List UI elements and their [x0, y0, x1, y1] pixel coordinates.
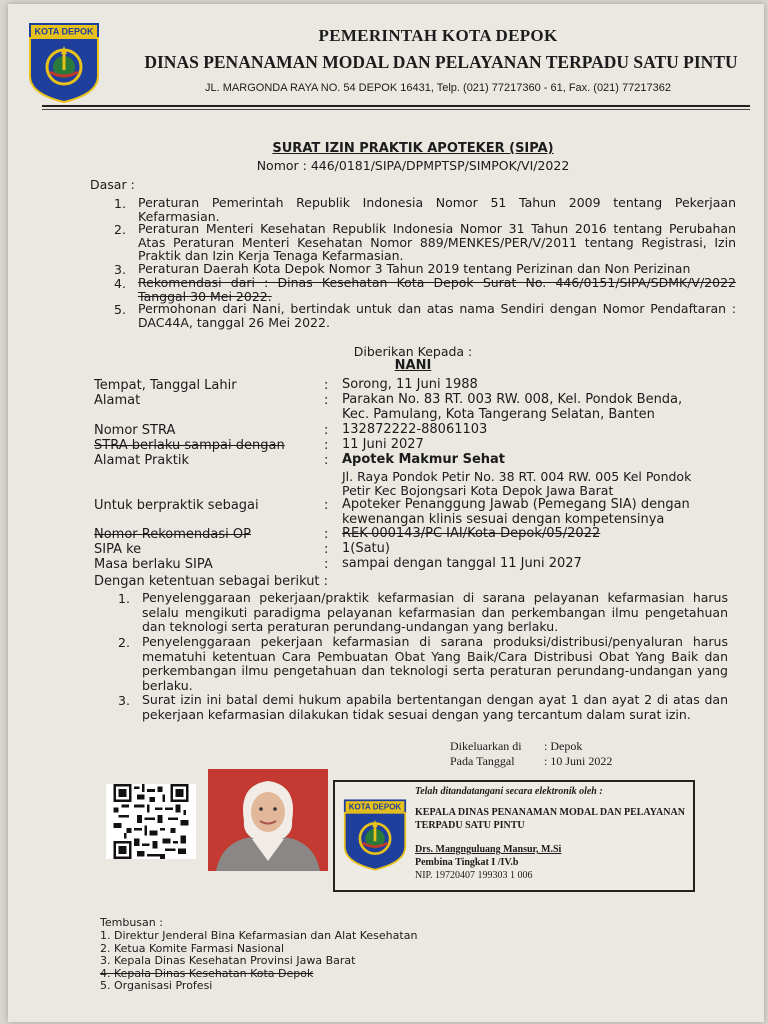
list-item: 1. Direktur Jenderal Bina Kefarmasian dan Alat Kesehatan	[100, 929, 418, 942]
field-value: Jl. Raya Pondok Petir No. 38 RT. 004 RW. 005 Kel Pondok	[342, 469, 692, 484]
field-label: Nomor Rekomendasi OP	[94, 527, 251, 542]
field-label: Alamat	[94, 393, 141, 408]
qr-code[interactable]	[106, 784, 196, 859]
field-label: Alamat Praktik	[94, 453, 190, 468]
field-value: Sorong, 11 Juni 1988	[342, 377, 478, 392]
svg-text:KOTA DEPOK: KOTA DEPOK	[348, 802, 402, 812]
list-item: 4. Kepala Dinas Kesehatan Kota Depok	[100, 966, 314, 980]
conditions-label: Dengan ketentuan sebagai berikut :	[94, 574, 329, 589]
document-number: Nomor : 446/0181/SIPA/DPMPTSP/SIMPOK/VI/2022	[256, 158, 570, 173]
field-value: 132872222-88061103	[342, 422, 488, 437]
field-value: Petir Kec Bojongsari Kota Depok Jawa Barat	[342, 483, 614, 498]
field-value: 1(Satu)	[342, 541, 390, 556]
field-label: Masa berlaku SIPA	[94, 557, 213, 572]
signer-name: Drs. Mangnguluang Mansur, M.Si	[415, 844, 562, 855]
agency-address: JL. MARGONDA RAYA NO. 54 DEPOK 16431, Telp. (021) 77217360 - 61, Fax. (021) 77217362	[205, 82, 671, 94]
svg-text:KOTA DEPOK: KOTA DEPOK	[34, 26, 94, 37]
issued-place-value: : Depok	[544, 739, 583, 753]
field-label: Nomor STRA	[94, 423, 176, 438]
field-value: kewenangan klinis sesuai dengan kompetensinya	[342, 512, 665, 527]
given-to-label: Diberikan Kepada :	[353, 344, 473, 359]
issued-date-value: : 10 Juni 2022	[544, 754, 613, 768]
government-name: PEMERINTAH KOTA DEPOK	[318, 26, 558, 45]
list-item: 5. Organisasi Profesi	[100, 979, 213, 992]
signed-note: Telah ditandatangani secara elektronik oleh :	[415, 786, 603, 797]
field-value: Kec. Pamulang, Kota Tangerang Selatan, Banten	[342, 407, 655, 422]
tembusan-label: Tembusan :	[100, 916, 163, 929]
field-label: Untuk berpraktik sebagai	[94, 498, 259, 513]
document-title: SURAT IZIN PRAKTIK APOTEKER (SIPA)	[272, 141, 554, 156]
kota-depok-logo	[343, 798, 407, 872]
issued-place-label: Dikeluarkan di	[450, 739, 522, 753]
signer-rank: Pembina Tingkat I /IV.b	[415, 857, 519, 868]
agency-name: DINAS PENANAMAN MODAL DAN PELAYANAN TERPADU SATU PINTU	[144, 52, 738, 72]
signer-nip: NIP. 19720407 199303 1 006	[415, 870, 533, 881]
field-label: SIPA ke	[94, 542, 142, 557]
dasar-label: Dasar :	[90, 177, 135, 192]
field-value: 11 Juni 2027	[342, 437, 424, 452]
applicant-photo	[208, 769, 328, 871]
header-divider	[42, 105, 750, 107]
issued-date-label: Pada Tanggal	[450, 754, 515, 768]
electronic-signature-box	[333, 780, 695, 892]
field-value: Apotek Makmur Sehat	[342, 452, 506, 467]
recipient-name: NANI	[394, 358, 432, 373]
signer-position: KEPALA DINAS PENANAMAN MODAL DAN PELAYANAN TERPADU SATU PINTU	[415, 807, 685, 831]
document-page: KOTA DEPOK PEMERINTAH KOTA DEPOK DINAS PENANAMAN MODAL DAN PELAYANAN TERPADU SATU PINTU JL. MARGONDA RAYA NO. 54 DEPOK 16431, Telp. (021) 77217360 - 61, Fax. (021) 77217362 SURAT IZIN PRAKTIK APOTEKER (SIPA) Nomor : 446/0181/SIPA/DPMPTSP/SIMPOK/VI/2022 Dasar : 1. Peraturan Pemerintah Republik Indonesia Nomor 51 Tahun 2009 tentang Pekerjaan Kefarmasian. 2. Peraturan Menteri Kesehatan Republik Indonesia Nomor 31 Tahun 2016 tentang Perubahan Atas Peraturan Menteri Kesehatan Nomor 889/MENKES/PER/V/2011 tentang Registrasi, Izin Praktik dan Izin Kerja Tenaga Kefarmasian. 3. Peraturan Daerah Kota Depok Nomor 3 Tahun 2019 tentang Perizinan dan Non Perizinan 4. Rekomendasi dari : Dinas Kesehatan Kota Depok Surat No. 446/0151/SIPA/SDMK/V/2022 Tanggal 30 Mei 2022. 5. Permohonan dari Nani, bertindak untuk dan atas nama Sendiri dengan Nomor Pendaftaran : DAC44A, tanggal 26 Mei 2022. Diberikan Kepada : NANI Tempat, Tanggal Lahir : Sorong, 11 Juni 1988 Alamat : Parakan No. 83 RT. 003 RW. 008, Kel. Pondok Benda, Kec. Pamulang, Kota Tangerang Selatan, Banten Nomor STRA : 132872222-88061103 STRA berlaku sampai dengan : 11 Juni 2027 Alamat Praktik : Apotek Makmur Sehat Jl. Raya Pondok Petir No. 38 RT. 004 RW. 005 Kel Pondok Petir Kec Bojongsari Kota Depok Jawa Barat Untuk berpraktik sebagai : Apoteker Penanggung Jawab (Pemegang SIA) dengan kewenangan klinis sesuai dengan kompetensinya Nomor Rekomendasi OP : REK-000143/PC IAI/Kota Depok/05/2022 SIPA ke : 1(Satu) Masa berlaku SIPA : sampai dengan tanggal 11 Juni 2027 Dengan ketentuan sebagai berikut : 1. Penyelenggaraan pekerjaan/praktik kefarmasian di sarana pelayanan kefarmasian harus selalu mengikuti paradigma pelayanan kefarmasian dan perkembangan ilmu pengetahuan dan teknologi serta peraturan perundang-undangan yang berlaku. 2. Penyelenggaraan pekerjaan kefarmasian di sarana produksi/distribusi/penyaluran harus mematuhi ketentuan Cara Pembuatan Obat Yang Baik/Cara Distribusi Obat Yang Baik dan perkembangan ilmu pengetahuan dan teknologi serta peraturan perundang-undangan yang berlaku. 3. Surat izin ini batal demi hukum apabila bertentangan dengan ayat 1 dan ayat 2 di atas dan pekerjaan kefarmasian dilakukan tidak sesuai dengan yang tercantum dalam surat izin. Dikeluarkan di : Depok Pada Tanggal : 10 Juni 2022 KOTA DEPOK Telah ditandatangani secara elektronik oleh : KEPALA DINAS PENANAMAN MODAL DAN PELAYANAN TERPADU SATU PINTU Drs. Mangnguluang Mansur, M.Si Pembina Tingkat I /IV.b NIP. 19720407 199303 1 006 Tembusan : 1. Direktur Jenderal Bina Kefarmasian dan Alat Kesehatan 2. Ketua Komite Farmasi Nasional 3. Kepala Dinas Kesehatan Provinsi Jawa Barat 4. Kepala Dinas Kesehatan Kota Depok 5. Organisasi Profesi	[8, 4, 764, 1022]
list-item: 3. Kepala Dinas Kesehatan Provinsi Jawa Barat	[100, 954, 356, 967]
header-divider-thin	[42, 109, 750, 110]
field-label: Tempat, Tanggal Lahir	[94, 378, 237, 393]
list-item: 2. Ketua Komite Farmasi Nasional	[100, 941, 285, 955]
field-value: Apoteker Penanggung Jawab (Pemegang SIA) dengan	[342, 497, 690, 512]
field-label: STRA berlaku sampai dengan	[94, 438, 285, 453]
kota-depok-logo	[28, 22, 100, 104]
tembusan-list	[100, 930, 417, 993]
field-value: Parakan No. 83 RT. 003 RW. 008, Kel. Pondok Benda,	[342, 392, 683, 407]
field-value: REK-000143/PC IAI/Kota Depok/05/2022	[342, 526, 601, 541]
field-value: sampai dengan tanggal 11 Juni 2027	[342, 556, 582, 571]
